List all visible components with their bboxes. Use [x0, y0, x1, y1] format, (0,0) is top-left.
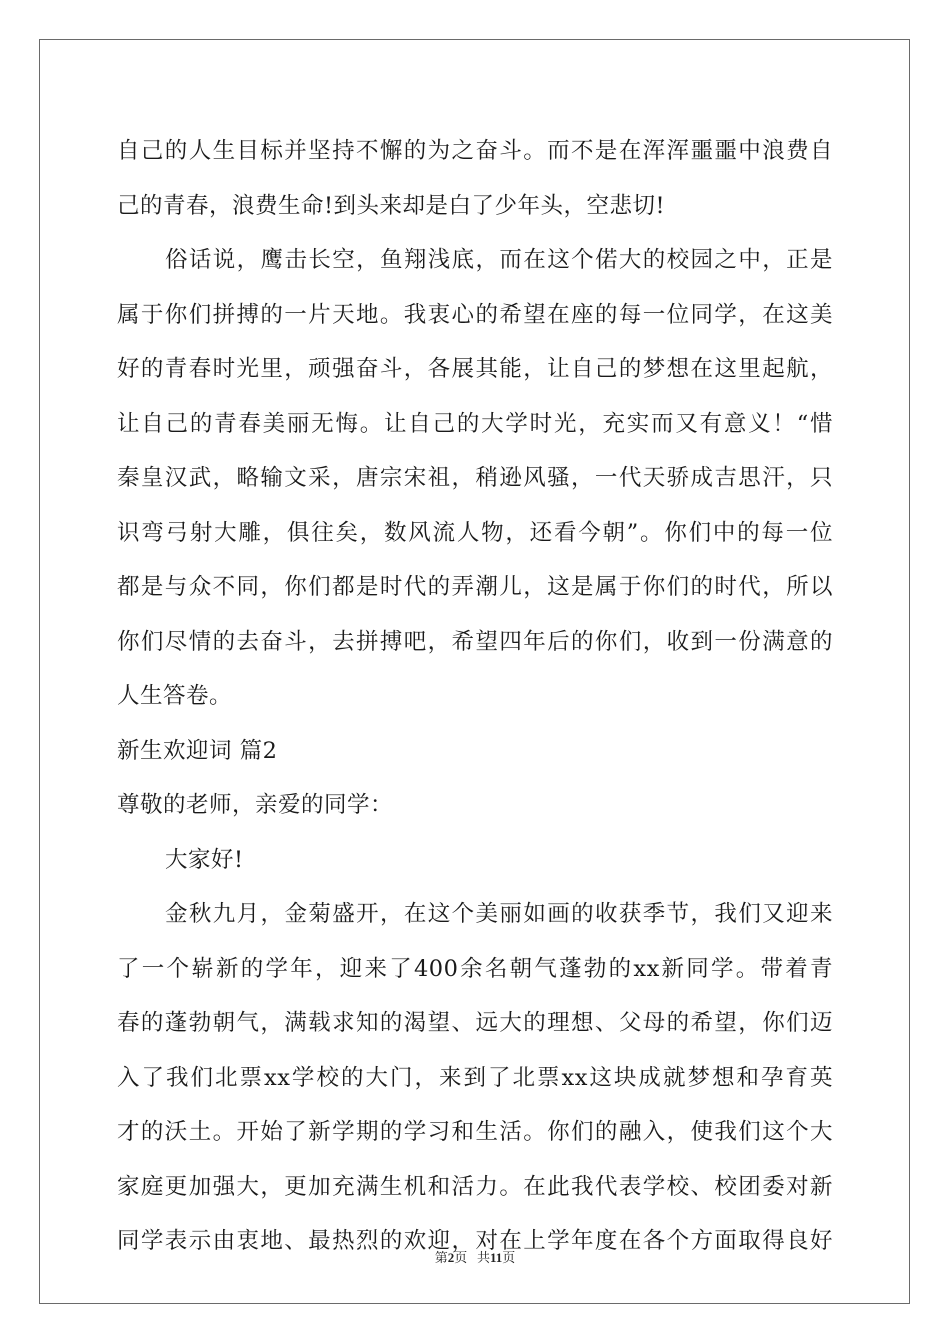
text-line: 属于你们拼搏的一片天地。我衷心的希望在座的每一位同学，在这美	[117, 301, 833, 328]
text-line: 让自己的青春美丽无悔。让自己的大学时光，充实而又有意义！“惜	[117, 410, 833, 437]
text-line: 家庭更加强大，更加充满生机和活力。在此我代表学校、校团委对新	[117, 1173, 833, 1200]
page-footer	[0, 1247, 950, 1266]
text-line: 好的青春时光里，顽强奋斗，各展其能，让自己的梦想在这里起航，	[117, 356, 833, 382]
text-line: 入了我们北票xx学校的大门，来到了北票xx这块成就梦想和孕育英	[117, 1064, 833, 1091]
total-label: 共	[476, 1250, 490, 1265]
text-line: 同学表示由衷地、最热烈的欢迎，对在上学年度在各个方面取得良好	[117, 1228, 833, 1254]
page-suffix: 页	[454, 1250, 468, 1265]
text-line: 人生答卷。	[117, 683, 233, 709]
page-label: 第	[434, 1250, 448, 1265]
text-line: 大家好!	[165, 846, 244, 873]
text-line: 新生欢迎词 篇2	[117, 737, 278, 764]
text-line: 自己的人生目标并坚持不懈的为之奋斗。而不是在浑浑噩噩中浪费自	[117, 138, 833, 164]
text-line: 春的蓬勃朝气，满载求知的渴望、远大的理想、父母的希望，你们迈	[117, 1010, 833, 1036]
page-number: 2	[447, 1250, 455, 1265]
text-line: 了一个崭新的学年，迎来了400余名朝气蓬勃的xx新同学。带着青	[117, 955, 833, 982]
text-line: 才的沃土。开始了新学期的学习和生活。你们的融入，使我们这个大	[117, 1119, 833, 1145]
text-line: 己的青春，浪费生命!到头来却是白了少年头，空悲切!	[117, 192, 666, 219]
total-suffix: 页	[502, 1250, 516, 1265]
text-line: 你们尽情的去奋斗，去拼搏吧，希望四年后的你们，收到一份满意的	[117, 628, 833, 655]
text-line: 秦皇汉武，略输文采，唐宗宋祖，稍逊风骚，一代天骄成吉思汗，只	[117, 465, 833, 491]
text-line: 都是与众不同，你们都是时代的弄潮儿，这是属于你们的时代，所以	[117, 574, 833, 600]
text-line: 金秋九月，金菊盛开，在这个美丽如画的收获季节，我们又迎来	[165, 901, 833, 927]
total-pages: 11	[489, 1250, 503, 1265]
document-body	[117, 124, 833, 1269]
text-line: 俗话说，鹰击长空，鱼翔浅底，而在这个偌大的校园之中，正是	[165, 247, 833, 273]
text-line: 识弯弓射大雕，俱往矣，数风流人物，还看今朝”。你们中的每一位	[117, 519, 833, 546]
text-line: 尊敬的老师，亲爱的同学：	[117, 792, 394, 818]
